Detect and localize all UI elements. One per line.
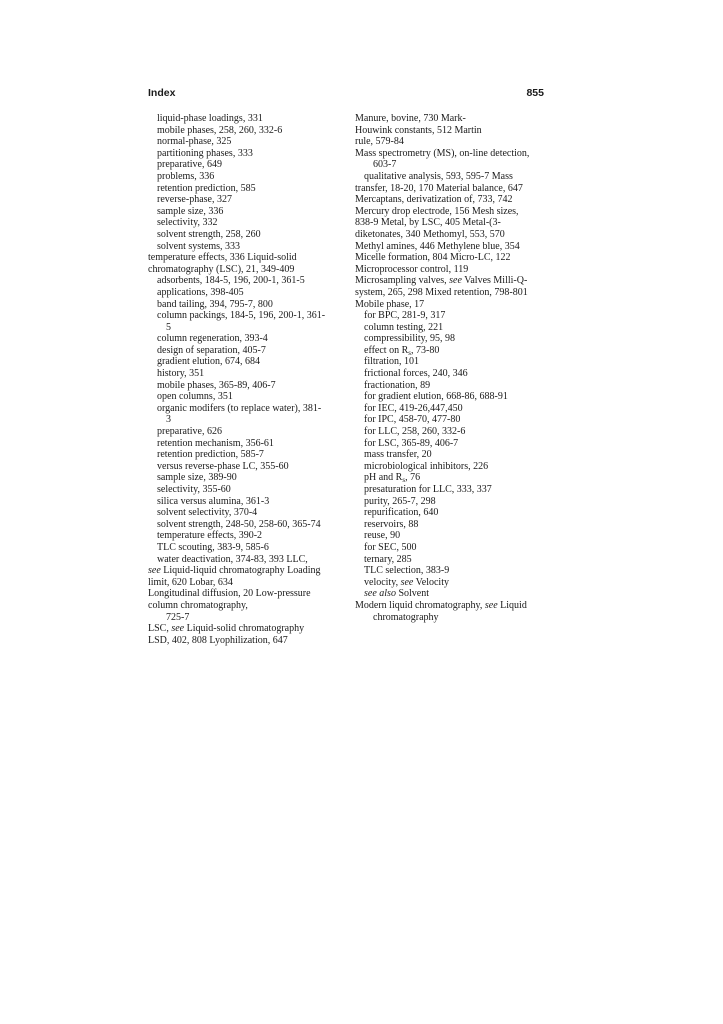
entry-text: design of separation, 405-7: [157, 344, 266, 356]
entry-text: microbiological inhibitors, 226: [364, 460, 489, 472]
index-entry: [355, 113, 547, 125]
index-entry: [355, 322, 547, 334]
index-entry: [355, 194, 547, 206]
index-entry: [355, 588, 547, 600]
index-entry: [355, 600, 547, 612]
index-entry: [355, 229, 547, 241]
entry-text: filtration, 101: [364, 356, 419, 368]
entry-text: Microprocessor control, 119: [355, 263, 469, 275]
cross-reference: see: [400, 576, 414, 588]
cross-reference: see: [148, 565, 161, 577]
index-entry: [355, 275, 547, 287]
entry-text: column regeneration, 393-4: [157, 333, 268, 345]
cross-reference: see: [449, 275, 462, 287]
index-entry: [148, 217, 338, 229]
entry-text: Modern liquid chromatography,: [355, 599, 485, 611]
entry-text: selectivity, 332: [157, 217, 218, 229]
entry-text: partitioning phases, 333: [157, 147, 253, 159]
index-entry: [355, 438, 547, 450]
index-entry: [355, 171, 547, 183]
entry-text: history, 351: [157, 368, 205, 380]
index-entry: [355, 426, 547, 438]
entry-text: normal-phase, 325: [157, 136, 232, 148]
index-entry: [355, 380, 547, 392]
entry-text: band tailing, 394, 795-7, 800: [157, 298, 273, 310]
index-entry: [148, 136, 338, 148]
entry-text: for SEC, 500: [364, 541, 417, 553]
index-entry: [148, 496, 338, 508]
entry-text: for IEC, 419-26,447,450: [364, 402, 463, 414]
entry-text: qualitative analysis, 593, 595-7 Mass: [364, 170, 513, 182]
index-entry: [148, 554, 338, 566]
index-entry: [148, 310, 338, 322]
entry-text: retention prediction, 585: [157, 182, 256, 194]
entry-text: problems, 336: [157, 170, 215, 182]
index-entry: [355, 461, 547, 473]
entry-text: 603-7: [373, 159, 397, 171]
entry-text: solvent selectivity, 370-4: [157, 507, 258, 519]
entry-text: Micelle formation, 804 Micro-LC, 122: [355, 252, 511, 264]
index-entry: [355, 356, 547, 368]
entry-text: column testing, 221: [364, 321, 444, 333]
index-entry: [355, 612, 547, 624]
index-entry: [355, 554, 547, 566]
entry-text: water deactivation, 374-83, 393 LLC,: [157, 553, 308, 565]
index-entry: [148, 380, 338, 392]
index-entry: [148, 333, 338, 345]
entry-text: TLC selection, 383-9: [364, 565, 450, 577]
index-entry: [148, 461, 338, 473]
index-entry: [148, 565, 338, 577]
index-entry: [148, 368, 338, 380]
entry-text: solvent strength, 248-50, 258-60, 365-74: [157, 518, 321, 530]
index-entry: [148, 438, 338, 450]
page-title: Index: [148, 87, 176, 99]
entry-text: transfer, 18-20, 170 Material balance, 647: [355, 182, 523, 194]
entry-text: organic modifers (to replace water), 381-: [157, 402, 322, 414]
index-entry: [355, 414, 547, 426]
entry-text: for BPC, 281-9, 317: [364, 310, 446, 322]
entry-text: diketonates, 340 Methomyl, 553, 570: [355, 228, 505, 240]
index-entry: [355, 542, 547, 554]
entry-text: purity, 265-7, 298: [364, 495, 436, 507]
index-entry: [355, 519, 547, 531]
page-header: [148, 87, 544, 103]
index-entry: [355, 472, 547, 484]
entry-text: presaturation for LLC, 333, 337: [364, 484, 492, 495]
index-entry: [148, 241, 338, 253]
entry-text: sample size, 389-90: [157, 472, 237, 484]
index-entry: [148, 403, 338, 415]
index-entry: [148, 322, 338, 334]
entry-text: rule, 579-84: [355, 136, 404, 148]
entry-text: retention prediction, 585-7: [157, 449, 264, 461]
entry-text: mobile phases, 365-89, 406-7: [157, 379, 276, 391]
subscript: s: [408, 348, 411, 357]
index-entry: [148, 635, 338, 647]
entry-text: compressibility, 95, 98: [364, 333, 456, 345]
entry-text: repurification, 640: [364, 507, 439, 519]
index-entry: [148, 612, 338, 624]
entry-text: Mercaptans, derivatization of, 733, 742: [355, 194, 513, 206]
index-entry: [148, 183, 338, 195]
entry-text: 725-7: [166, 611, 190, 623]
entry-text: adsorbents, 184-5, 196, 200-1, 361-5: [157, 275, 305, 287]
entry-text: Longitudinal diffusion, 20 Low-pressure: [148, 588, 311, 600]
cross-reference: see: [484, 599, 498, 611]
entry-text: reuse, 90: [364, 530, 401, 542]
entry-text: open columns, 351: [157, 391, 233, 403]
index-entry: [355, 217, 547, 229]
index-entry: [355, 333, 547, 345]
entry-text: for LSC, 365-89, 406-7: [364, 437, 459, 449]
entry-text: Mercury drop electrode, 156 Mesh sizes,: [355, 205, 519, 217]
entry-text: , 73-80: [410, 344, 440, 356]
entry-text: temperature effects, 390-2: [157, 530, 263, 542]
entry-text: TLC scouting, 383-9, 585-6: [157, 541, 269, 553]
cross-reference: see: [171, 623, 185, 635]
entry-text: liquid-phase loadings, 331: [157, 113, 263, 124]
index-entry: [148, 507, 338, 519]
index-entry: [355, 264, 547, 276]
index-entry: [148, 542, 338, 554]
index-entry: [148, 577, 338, 589]
index-entry: [355, 241, 547, 253]
entry-text: ternary, 285: [364, 553, 412, 565]
entry-text: Liquid-liquid chromatography Loading: [160, 565, 321, 577]
index-entry: [148, 252, 338, 264]
entry-text: for IPC, 458-70, 477-80: [364, 414, 461, 426]
index-entry: [355, 565, 547, 577]
index-entry: [148, 484, 338, 496]
index-entry: [355, 530, 547, 542]
index-entry: [148, 449, 338, 461]
entry-text: mass transfer, 20: [364, 449, 432, 461]
index-entry: [148, 171, 338, 183]
entry-text: selectivity, 355-60: [157, 484, 231, 495]
index-column-right: [355, 113, 547, 623]
entry-text: Velocity: [413, 576, 449, 588]
entry-text: preparative, 649: [157, 159, 222, 171]
entry-text: velocity,: [364, 576, 401, 588]
index-entry: [148, 519, 338, 531]
index-entry: [148, 159, 338, 171]
index-entry: [355, 496, 547, 508]
entry-text: silica versus alumina, 361-3: [157, 495, 270, 507]
entry-text: chromatography: [373, 611, 439, 623]
index-entry: [148, 530, 338, 542]
entry-text: sample size, 336: [157, 205, 224, 217]
index-entry: [355, 403, 547, 415]
entry-text: column chromatography,: [148, 599, 248, 611]
index-entry: [148, 206, 338, 218]
cross-reference: see also: [364, 588, 396, 600]
entry-text: Mass spectrometry (MS), on-line detection,: [355, 147, 530, 159]
index-column-left: [148, 113, 338, 646]
index-entry: [355, 368, 547, 380]
index-entry: [148, 287, 338, 299]
index-entry: [148, 426, 338, 438]
entry-text: Valves Milli-Q-: [461, 275, 528, 287]
index-entry: [148, 472, 338, 484]
index-entry: [148, 275, 338, 287]
index-entry: [355, 484, 547, 496]
index-entry: [355, 449, 547, 461]
index-entry: [148, 600, 338, 612]
index-entry: [355, 159, 547, 171]
entry-text: versus reverse-phase LC, 355-60: [157, 460, 289, 472]
entry-text: for LLC, 258, 260, 332-6: [364, 426, 466, 438]
index-entry: [355, 345, 547, 357]
entry-text: solvent strength, 258, 260: [157, 228, 261, 240]
index-entry: [148, 264, 338, 276]
index-entry: [355, 125, 547, 137]
entry-text: mobile phases, 258, 260, 332-6: [157, 124, 283, 136]
index-entry: [148, 391, 338, 403]
entry-text: , 76: [405, 472, 421, 484]
entry-text: LSC,: [148, 623, 172, 635]
index-entry: [355, 310, 547, 322]
entry-text: fractionation, 89: [364, 379, 431, 391]
index-entry: [355, 206, 547, 218]
entry-text: Houwink constants, 512 Martin: [355, 124, 482, 136]
index-entry: [148, 623, 338, 635]
entry-text: Manure, bovine, 730 Mark-: [355, 113, 466, 124]
index-entry: [355, 136, 547, 148]
entry-text: reverse-phase, 327: [157, 194, 232, 206]
index-entry: [148, 113, 338, 125]
entry-text: applications, 398-405: [157, 286, 244, 298]
page-number: 855: [526, 87, 544, 99]
index-entry: [355, 299, 547, 311]
entry-text: Microsampling valves,: [355, 275, 450, 287]
entry-text: Liquid-solid chromatography: [184, 623, 305, 635]
entry-text: Solvent: [395, 588, 430, 600]
index-entry: [355, 507, 547, 519]
index-entry: [355, 183, 547, 195]
index-entry: [355, 577, 547, 589]
index-entry: [148, 125, 338, 137]
entry-text: frictional forces, 240, 346: [364, 368, 468, 380]
index-entry: [355, 252, 547, 264]
entry-text: solvent systems, 333: [157, 240, 241, 252]
index-entry: [355, 391, 547, 403]
index-entry: [148, 588, 338, 600]
index-entry: [148, 299, 338, 311]
entry-text: LSD, 402, 808 Lyophilization, 647: [148, 634, 288, 646]
entry-text: effect on R: [364, 344, 409, 356]
entry-text: limit, 620 Lobar, 634: [148, 576, 233, 588]
index-entry: [148, 229, 338, 241]
entry-text: system, 265, 298 Mixed retention, 798-801: [355, 286, 528, 298]
entry-text: for gradient elution, 668-86, 688-91: [364, 391, 508, 403]
entry-text: gradient elution, 674, 684: [157, 356, 261, 368]
index-entry: [148, 148, 338, 160]
entry-text: pH and R: [364, 472, 403, 484]
index-entry: [148, 356, 338, 368]
entry-text: chromatography (LSC), 21, 349-409: [148, 263, 295, 275]
entry-text: Mobile phase, 17: [355, 298, 425, 310]
index-entry: [355, 287, 547, 299]
index-entry: [148, 414, 338, 426]
index-entry: [355, 148, 547, 160]
entry-text: Methyl amines, 446 Methylene blue, 354: [355, 240, 520, 252]
entry-text: reservoirs, 88: [364, 518, 419, 530]
entry-text: 3: [166, 414, 171, 426]
entry-text: temperature effects, 336 Liquid-solid: [148, 252, 297, 264]
index-entry: [148, 345, 338, 357]
entry-text: 5: [166, 321, 171, 333]
entry-text: 838-9 Metal, by LSC, 405 Metal-(3-: [355, 217, 501, 229]
entry-text: preparative, 626: [157, 426, 222, 438]
subscript: s: [402, 476, 406, 485]
entry-text: retention mechanism, 356-61: [157, 437, 274, 449]
entry-text: Liquid: [497, 599, 527, 611]
index-entry: [148, 194, 338, 206]
entry-text: column packings, 184-5, 196, 200-1, 361-: [157, 310, 326, 322]
